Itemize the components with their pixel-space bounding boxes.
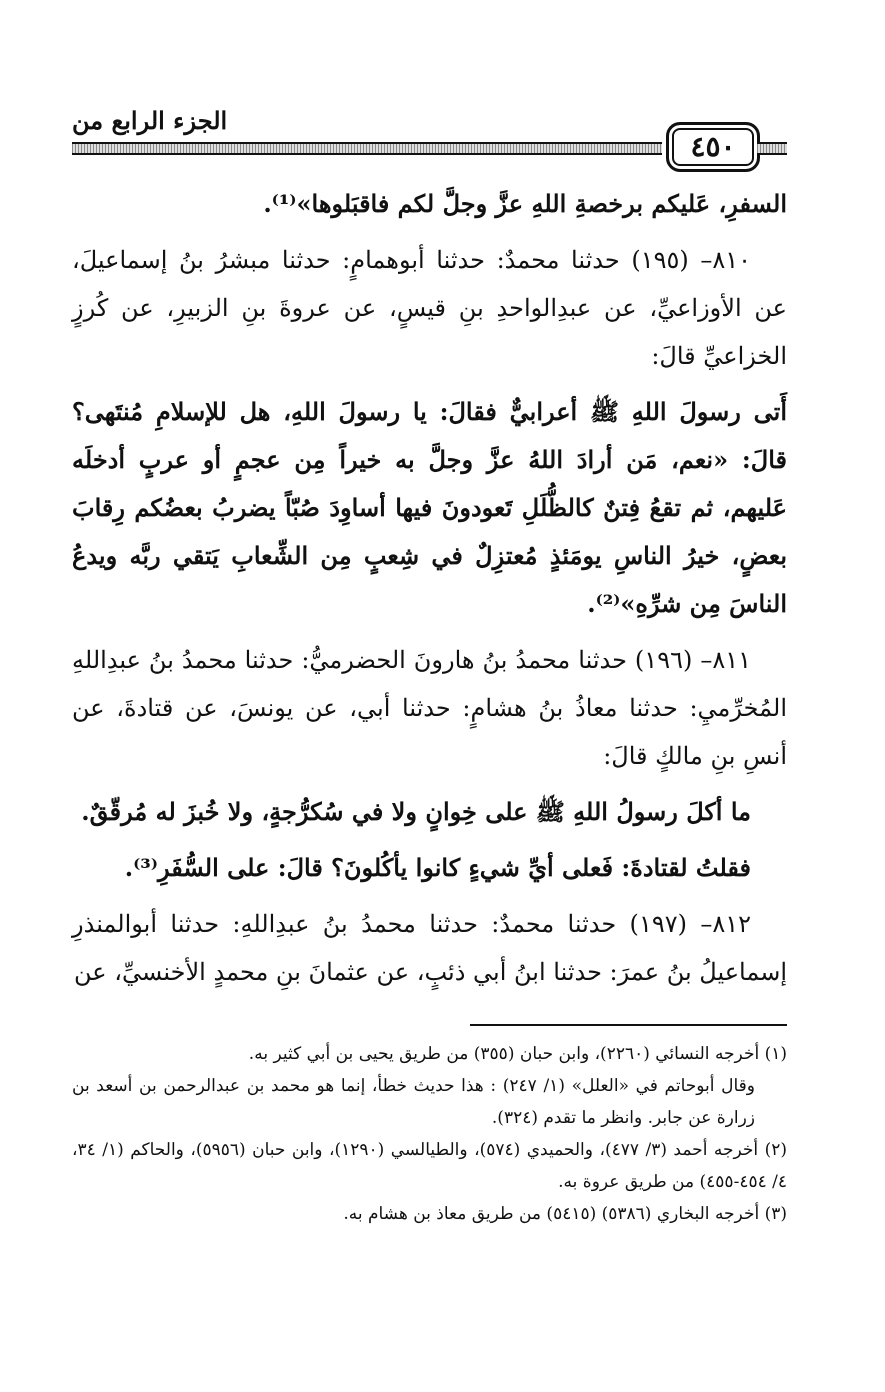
hadith-isnad-810: ٨١٠– (١٩٥) حدثنا محمدٌ: حدثنا أبوهمامٍ: حدثنا مبشرُ بنُ إسماعيلَ، عن الأوزاعيِّ، عن عبدِالواحدِ بنِ قيسٍ، عن عروةَ بنِ الزبيرِ، عن كُرزٍ الخزاعيِّ قالَ:: [72, 246, 787, 370]
footnote-1: (١) أخرجه النسائي (٢٢٦٠)، وابن حبان (٣٥٥) من طريق يحيى بن أبي كثير به.: [248, 1044, 787, 1064]
page-number: ٤٥٠: [666, 122, 760, 172]
page-header: [72, 100, 787, 170]
hadith-matn-811-cont: فقلتُ لقتادةَ: فَعلى أيِّ شيءٍ كانوا يأكُلونَ؟ قالَ: على السُّفَرِ⁽³⁾.: [124, 853, 751, 882]
hadith-isnad-812: ٨١٢– (١٩٧) حدثنا محمدٌ: حدثنا محمدُ بنُ عبدِاللهِ: حدثنا أبوالمنذرِ إسماعيلُ بنُ عمرَ: حدثنا ابنُ أبي ذئبٍ، عن عثمانَ بنِ محمدٍ الأخنسيِّ، عن: [72, 910, 787, 986]
hadith-matn-811: ما أكلَ رسولُ اللهِ ﷺ على خِوانٍ ولا في سُكرُّجةٍ، ولا خُبزَ له مُرقّقٌ.: [81, 797, 751, 826]
header-rule-right: [757, 142, 787, 155]
main-text: [72, 180, 787, 1004]
running-title: الجزء الرابع من: [72, 106, 228, 135]
hadith-matn-810: أَتى رسولَ اللهِ ﷺ أعرابيٌّ فقالَ: يا رسولَ اللهِ، هل للإسلامِ مُنتَهى؟ قالَ: «نعم، مَن أرادَ اللهُ عزَّ وجلَّ به خيراً مِن عجمٍ أو عربٍ أدخلَه عَليهم، ثم تقعُ فِتنٌ كالظُّلَلِ تَعودونَ فيها أساوِدَ صُبّاً يضربُ بعضُكم رِقابَ بعضٍ، خيرُ الناسِ يومَئذٍ مُعتزِلٌ في شِعبٍ مِن الشِّعابِ يَتقي ربَّه ويدعُ الناسَ مِن شرِّهِ»⁽²⁾.: [72, 397, 787, 618]
footnotes: [72, 1038, 787, 1230]
paragraph: السفرِ، عَليكم برخصةِ اللهِ عزَّ وجلَّ لكم فاقبَلوها»⁽¹⁾.: [263, 189, 787, 218]
footnote-separator: [470, 1024, 787, 1026]
footnote-1-cont: وقال أبوحاتم في «العلل» (١/ ٢٤٧) : هذا حديث خطأ، إنما هو محمد بن عبدالرحمن بن أسعد بن زرارة عن جابر. وانظر ما تقدم (٣٢٤).: [72, 1076, 755, 1128]
header-rule: [72, 142, 662, 155]
hadith-isnad-811: ٨١١– (١٩٦) حدثنا محمدُ بنُ هارونَ الحضرميُّ: حدثنا محمدُ بنُ عبدِاللهِ المُخرِّميِ: حدثنا معاذُ بنُ هشامٍ: حدثنا أبي، عن يونسَ، عن قتادةَ، عن أنسِ بنِ مالكٍ قالَ:: [72, 646, 787, 770]
footnote-3: (٣) أخرجه البخاري (٥٣٨٦) (٥٤١٥) من طريق معاذ بن هشام به.: [343, 1204, 787, 1224]
footnote-2: (٢) أخرجه أحمد (٣/ ٤٧٧)، والحميدي (٥٧٤)، والطيالسي (١٢٩٠)، وابن حبان (٥٩٥٦)، والحاكم (١/ ٣٤، ٤/ ٤٥٤-٤٥٥) من طريق عروة به.: [72, 1140, 787, 1192]
